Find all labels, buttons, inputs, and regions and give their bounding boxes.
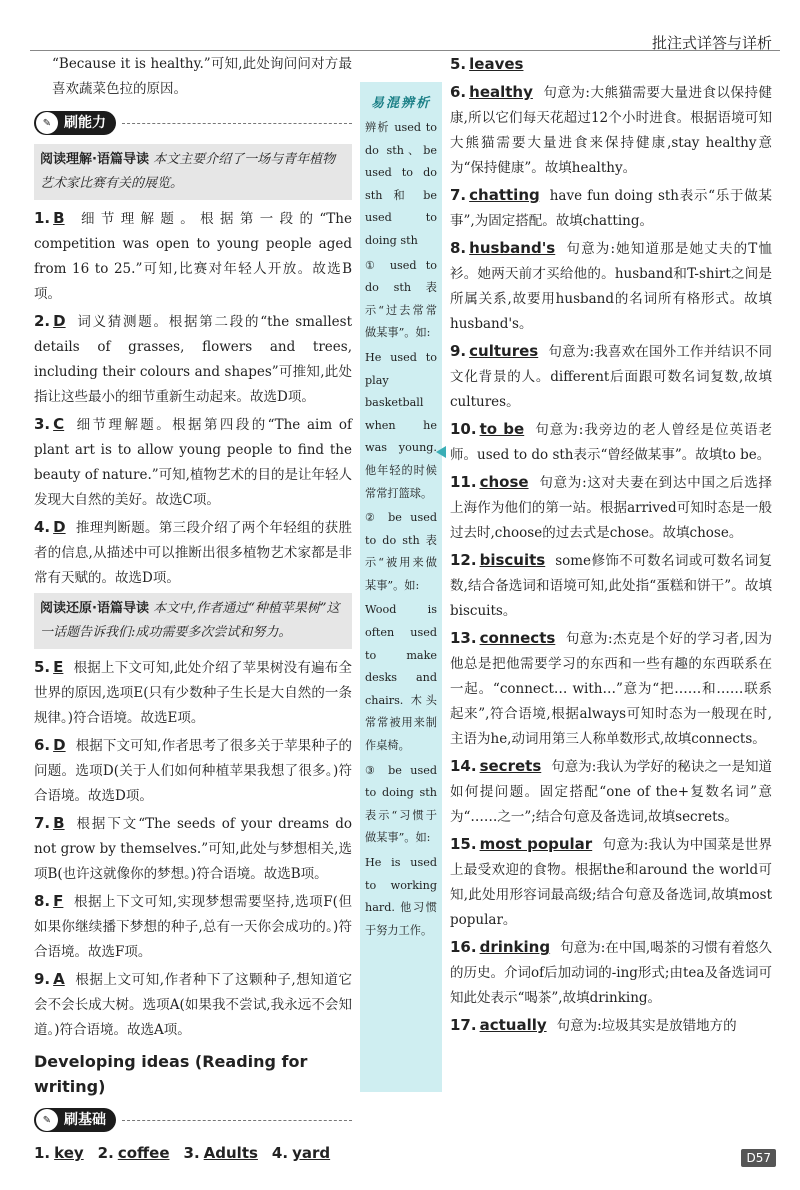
item-answer: husband's — [469, 239, 556, 257]
item-explanation: 词义猜测题。根据第二段的“the smallest details of grasses, flowers and trees, including their colours and shapes”可推知,此处指让这些最小的细节重新生动起来。故选D项。 — [34, 314, 352, 405]
item-answer: A — [53, 970, 65, 988]
item-number: 2. — [97, 1144, 114, 1162]
item-answer: healthy — [469, 83, 533, 101]
item-explanation: 推理判断题。第三段介绍了两个年轻组的获胜者的信息,从描述中可以推断出很多植物艺术家都是非常有天赋的。故选D项。 — [34, 520, 352, 586]
item-answer: coffee — [117, 1144, 170, 1162]
item-explanation: 句意为:我旁边的老人曾经是位英语老师。used to do sth表示“曾经做某事”。故填to be。 — [450, 422, 772, 463]
answer-item — [34, 309, 352, 410]
item-answer: chose — [479, 473, 529, 491]
item-explanation: some修饰不可数名词或可数名词复数,结合备选词和语境可知,此处指“蛋糕和饼干”。故填biscuits。 — [450, 553, 772, 619]
item-number: 9. — [34, 970, 51, 988]
item-explanation: 根据上下文可知,实现梦想需要坚持,选项F(但如果你继续播下梦想的种子,总有一天你会成功的。)符合语境。故选F项。 — [34, 894, 352, 960]
item-answer: chatting — [469, 186, 540, 204]
item-number: 11. — [450, 473, 477, 491]
item-answer: B — [53, 209, 65, 227]
answer-item — [450, 548, 772, 624]
item-number: 13. — [450, 629, 477, 647]
badge-label: 刷基础 — [64, 1111, 106, 1128]
item-explanation: 细节理解题。根据第四段的“The aim of plant art is to allow young people to find the beauty of nature.”可知,植物艺术的目的是让年轻人发现大自然的美好。故选C项。 — [34, 417, 352, 508]
item-answer: yard — [292, 1144, 331, 1162]
item-number: 2. — [34, 312, 51, 330]
answer-item — [450, 183, 772, 234]
answer-list-restore — [34, 655, 352, 1043]
banner-divider — [122, 123, 352, 124]
item-answer: E — [53, 658, 64, 676]
item-number: 17. — [450, 1016, 477, 1034]
item-number: 1. — [34, 209, 51, 227]
item-explanation: 根据上文可知,作者种下了这颗种子,想知道它会不会长成大树。选项A(如果我不尝试,我永远不会知道。)符合语境。故选A项。 — [34, 972, 352, 1038]
answer-item — [34, 967, 352, 1043]
badge-icon: ✎ — [36, 1109, 58, 1131]
item-number: 9. — [450, 342, 467, 360]
item-answer: connects — [479, 629, 556, 647]
banner-ability — [34, 108, 352, 138]
sidebar-body — [360, 111, 442, 942]
item-number: 7. — [450, 186, 467, 204]
item-answer: leaves — [469, 55, 524, 73]
banner-basic — [34, 1105, 352, 1135]
item-number: 10. — [450, 420, 477, 438]
section-title: Developing ideas (Reading for writing) — [34, 1052, 308, 1096]
banner-divider — [122, 1120, 352, 1121]
item-answer: drinking — [479, 938, 551, 956]
page-header — [0, 0, 800, 52]
header-rule — [30, 50, 780, 51]
answer-list-reading — [34, 206, 352, 591]
answer-item — [34, 889, 352, 965]
item-explanation: 根据下文“The seeds of your dreams do not grow by themselves.”可知,此处与梦想相关,选项B(也许这就像你的梦想。)符合语境。故选B项。 — [34, 816, 352, 882]
item-explanation: 句意为:大熊猫需要大量进食以保持健康,所以它们每天花超过12个小时进食。根据语境可知大熊猫需要大量进食来保持健康,stay healthy意为“保持健康”。故填healthy。 — [450, 85, 772, 176]
answer-item — [450, 52, 772, 78]
sidebar-paragraph: He used to play basketball when he was young. 他年轻的时候常常打篮球。 — [365, 350, 437, 500]
item-explanation: 句意为:在中国,喝茶的习惯有着悠久的历史。介词of后加动词的-ing形式;由tea及备选词可知此处表示“喝茶”,故填drinking。 — [450, 940, 772, 1006]
answer-list-fill — [450, 52, 772, 1039]
sidebar-paragraph: 辨析 used to do sth、be used to do sth 和 be used to doing sth — [365, 121, 437, 247]
item-explanation: 句意为:我喜欢在国外工作并结识不同文化背景的人。different后面跟可数名词复数,故填cultures。 — [450, 344, 772, 410]
item-explanation: 句意为:她知道那是她丈夫的T恤衫。她两天前才买给他的。husband和T-shirt之间是所属关系,故要用husband的名词所有格形式。故填husband's。 — [450, 241, 772, 332]
guide-key: 阅读还原·语篇导读 — [40, 601, 149, 616]
sidebar-paragraph: ① used to do sth 表示“过去常常做某事”。如: — [365, 258, 437, 340]
answer-item — [34, 811, 352, 887]
item-answer: actually — [479, 1016, 547, 1034]
item-number: 3. — [34, 415, 51, 433]
badge-basic — [34, 1108, 116, 1132]
sidebar-title: 易混辨析 — [370, 96, 431, 111]
answer-item — [34, 733, 352, 809]
item-answer: D — [53, 518, 66, 536]
sidebar-paragraph: ③ be used to doing sth 表示“习惯于做某事”。如: — [365, 763, 437, 845]
item-answer: C — [53, 415, 65, 433]
answer-item — [450, 754, 772, 830]
item-number: 7. — [34, 814, 51, 832]
item-explanation: 句意为:我认为学好的秘诀之一是知道如何提问题。固定搭配“one of the+复数名词”意为“……之一”;结合句意及备选词,故填secrets。 — [450, 759, 772, 825]
answer-item — [450, 1013, 772, 1039]
item-number: 5. — [450, 55, 467, 73]
badge-label: 刷能力 — [64, 114, 106, 131]
right-column — [450, 52, 772, 1041]
item-number: 5. — [34, 658, 51, 676]
page-number: D57 — [741, 1149, 776, 1167]
answer-item — [450, 832, 772, 933]
item-number: 3. — [183, 1144, 200, 1162]
item-number: 8. — [450, 239, 467, 257]
item-number: 4. — [34, 518, 51, 536]
item-number: 4. — [271, 1144, 289, 1162]
item-explanation: 根据下文可知,作者思考了很多关于苹果种子的问题。选项D(关于人们如何种植苹果我想了很多。)符合语境。故选D项。 — [34, 738, 352, 804]
reading-guide-box — [34, 144, 352, 200]
item-number: 8. — [34, 892, 51, 910]
item-number: 12. — [450, 551, 477, 569]
answer-item — [450, 417, 772, 468]
item-answer: F — [53, 892, 64, 910]
left-column — [34, 52, 352, 1166]
answer-item — [34, 655, 352, 731]
item-explanation: 细节理解题。根据第一段的“The competition was open to young people aged from 16 to 25.”可知,比赛对年轻人开放。故选B项。 — [34, 211, 352, 302]
item-answer: most popular — [479, 835, 593, 853]
sidebar-paragraph: He is used to working hard. 他习惯于努力工作。 — [365, 856, 437, 937]
item-answer: B — [53, 814, 65, 832]
item-number: 15. — [450, 835, 477, 853]
item-number: 6. — [450, 83, 467, 101]
guide-key: 阅读理解·语篇导读 — [40, 152, 149, 167]
badge-icon: ✎ — [36, 112, 58, 134]
answer-item — [450, 470, 772, 546]
item-explanation: 根据上下文可知,此处介绍了苹果树没有遍布全世界的原因,选项E(只有少数种子生长是大自然的一条规律。)符合语境。故选E项。 — [34, 660, 352, 726]
restore-guide-box — [34, 593, 352, 649]
sidebar-paragraph: ② be used to do sth 表示“被用来做某事”。如: — [365, 511, 437, 592]
item-answer: secrets — [479, 757, 542, 775]
answer-item — [450, 935, 772, 1011]
item-number: 1. — [34, 1144, 51, 1162]
item-answer: D — [53, 736, 66, 754]
badge-ability — [34, 111, 116, 135]
item-answer: to be — [479, 420, 525, 438]
item-answer: key — [54, 1144, 84, 1162]
answer-item — [450, 236, 772, 337]
item-explanation: 句意为:垃圾其实是放错地方的 — [556, 1018, 737, 1034]
basic-answers — [34, 1141, 352, 1166]
guide-text: 本文中,作者通过“种植苹果树”这一话题告诉我们:成功需要多次尝试和努力。 — [40, 601, 340, 640]
sidebar-note — [360, 82, 442, 1092]
item-answer: cultures — [469, 342, 539, 360]
answer-item — [450, 626, 772, 752]
guide-text: 本文主要介绍了一场与青年植物艺术家比赛有关的展览。 — [40, 152, 336, 191]
item-number: 14. — [450, 757, 477, 775]
item-explanation: 句意为:我认为中国菜是世界上最受欢迎的食物。根据the和around the world可知,此处用形容词最高级;结合句意及备选词,故填most popular。 — [450, 837, 772, 928]
sidebar-paragraph: Wood is often used to make desks and chairs. 木头常常被用来制作桌椅。 — [365, 603, 437, 753]
item-explanation: 句意为:这对夫妻在到达中国之后选择上海作为他们的第一站。根据arrived可知时态是一般过去时,choose的过去式是chose。故填chose。 — [450, 475, 772, 541]
item-number: 6. — [34, 736, 51, 754]
answer-item — [34, 515, 352, 591]
item-answer: D — [53, 312, 66, 330]
answer-item — [34, 206, 352, 307]
intro-text: “Because it is healthy.”可知,此处询问问对方最喜欢蔬菜色拉的原因。 — [52, 56, 352, 97]
item-answer: biscuits — [479, 551, 546, 569]
item-explanation: have fun doing sth表示“乐于做某事”,为固定搭配。故填chatting。 — [450, 188, 772, 229]
item-answer: Adults — [203, 1144, 258, 1162]
answer-item — [450, 339, 772, 415]
item-explanation: 句意为:杰克是个好的学习者,因为他总是把他需要学习的东西和一些有趣的东西联系在一起。“connect… with…”意为“把……和……联系起来”,符合语境,根据always可知时态为一般现在时,主语为he,动词用第三人称单数形式,故填connects。 — [450, 631, 772, 747]
answer-item — [450, 80, 772, 181]
item-number: 16. — [450, 938, 477, 956]
answer-item — [34, 412, 352, 513]
header-title: 批注式详答与详析 — [651, 34, 772, 52]
